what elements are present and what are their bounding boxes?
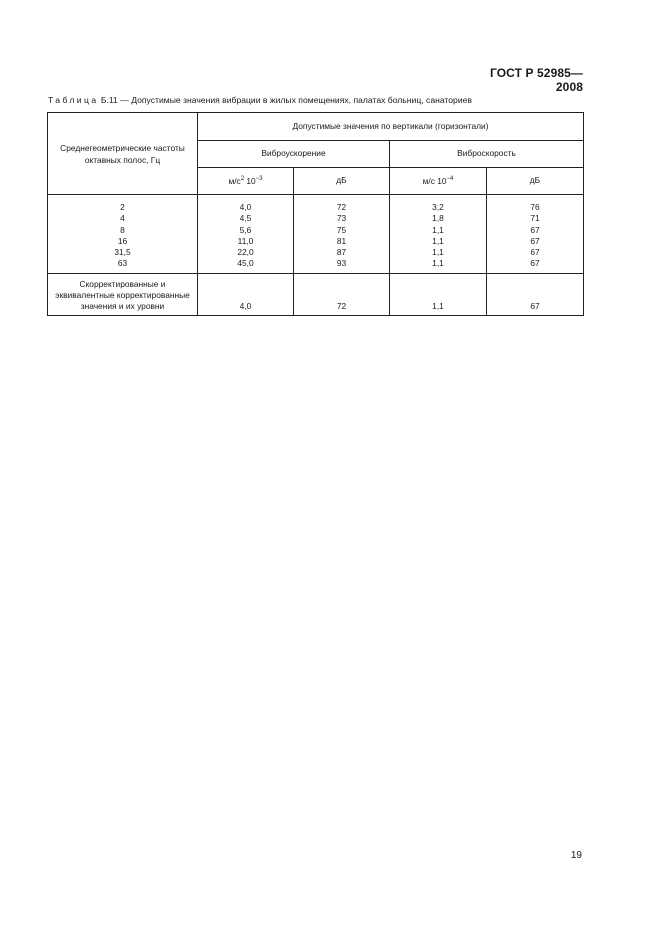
cell-acceleration: 5,6 <box>198 225 294 236</box>
header-frequency: Среднегеометрические частоты октавных полос, Гц <box>48 113 198 195</box>
cell-frequency: 4 <box>48 213 198 224</box>
cell-acceleration-db: 72 <box>294 195 390 214</box>
cell-acceleration-db: 87 <box>294 247 390 258</box>
table-row <box>48 225 584 236</box>
cell-corrected-label: Скорректированные и эквивалентные корректированные значения и их уровни <box>48 273 198 315</box>
cell-acceleration: 4,0 <box>198 195 294 214</box>
cell-acceleration: 11,0 <box>198 236 294 247</box>
header-permissible-values: Допустимые значения по вертикали (горизонтали) <box>198 113 584 141</box>
cell-frequency: 31,5 <box>48 247 198 258</box>
cell-acceleration-db: 93 <box>294 258 390 273</box>
cell-frequency: 16 <box>48 236 198 247</box>
table-row <box>48 247 584 258</box>
document-code: ГОСТ Р 52985—2008 <box>489 66 583 94</box>
cell-velocity: 1,1 <box>390 236 487 247</box>
cell-frequency: 63 <box>48 258 198 273</box>
cell-velocity: 1,8 <box>390 213 487 224</box>
header-velocity-db: дБ <box>487 168 584 195</box>
cell-corrected-velocity: 1,1 <box>390 273 487 315</box>
cell-velocity-db: 67 <box>487 247 584 258</box>
table-caption-label: Таблица <box>48 95 99 105</box>
cell-velocity: 3,2 <box>390 195 487 214</box>
cell-corrected-velocity-db: 67 <box>487 273 584 315</box>
cell-acceleration-db: 73 <box>294 213 390 224</box>
header-velocity-unit: м/с $10^{-4}$ <box>390 168 487 195</box>
cell-frequency: 2 <box>48 195 198 214</box>
vibration-limits-table <box>47 112 584 316</box>
page-number: 19 <box>570 850 582 861</box>
cell-velocity: 1,1 <box>390 225 487 236</box>
cell-velocity-db: 76 <box>487 195 584 214</box>
cell-velocity: 1,1 <box>390 247 487 258</box>
cell-acceleration-db: 75 <box>294 225 390 236</box>
cell-velocity: 1,1 <box>390 258 487 273</box>
table-row <box>48 213 584 224</box>
cell-corrected-acceleration-db: 72 <box>294 273 390 315</box>
table-row-corrected <box>48 273 584 315</box>
cell-corrected-acceleration: 4,0 <box>198 273 294 315</box>
header-acceleration-unit: $м/с^2$ $10^{-3}$ <box>198 168 294 195</box>
header-velocity: Виброскорость <box>390 141 584 168</box>
table-row <box>48 195 584 214</box>
header-acceleration-db: дБ <box>294 168 390 195</box>
cell-velocity-db: 71 <box>487 213 584 224</box>
header-acceleration: Виброускорение <box>198 141 390 168</box>
table-row <box>48 236 584 247</box>
table-caption-text: Б.11 — Допустимые значения вибрации в жилых помещениях, палатах больниц, санаториев <box>98 95 472 105</box>
cell-acceleration: 45,0 <box>198 258 294 273</box>
cell-acceleration-db: 81 <box>294 236 390 247</box>
cell-velocity-db: 67 <box>487 258 584 273</box>
cell-acceleration: 4,5 <box>198 213 294 224</box>
table-row <box>48 258 584 273</box>
cell-velocity-db: 67 <box>487 225 584 236</box>
cell-acceleration: 22,0 <box>198 247 294 258</box>
table-caption <box>48 95 472 105</box>
cell-velocity-db: 67 <box>487 236 584 247</box>
cell-frequency: 8 <box>48 225 198 236</box>
